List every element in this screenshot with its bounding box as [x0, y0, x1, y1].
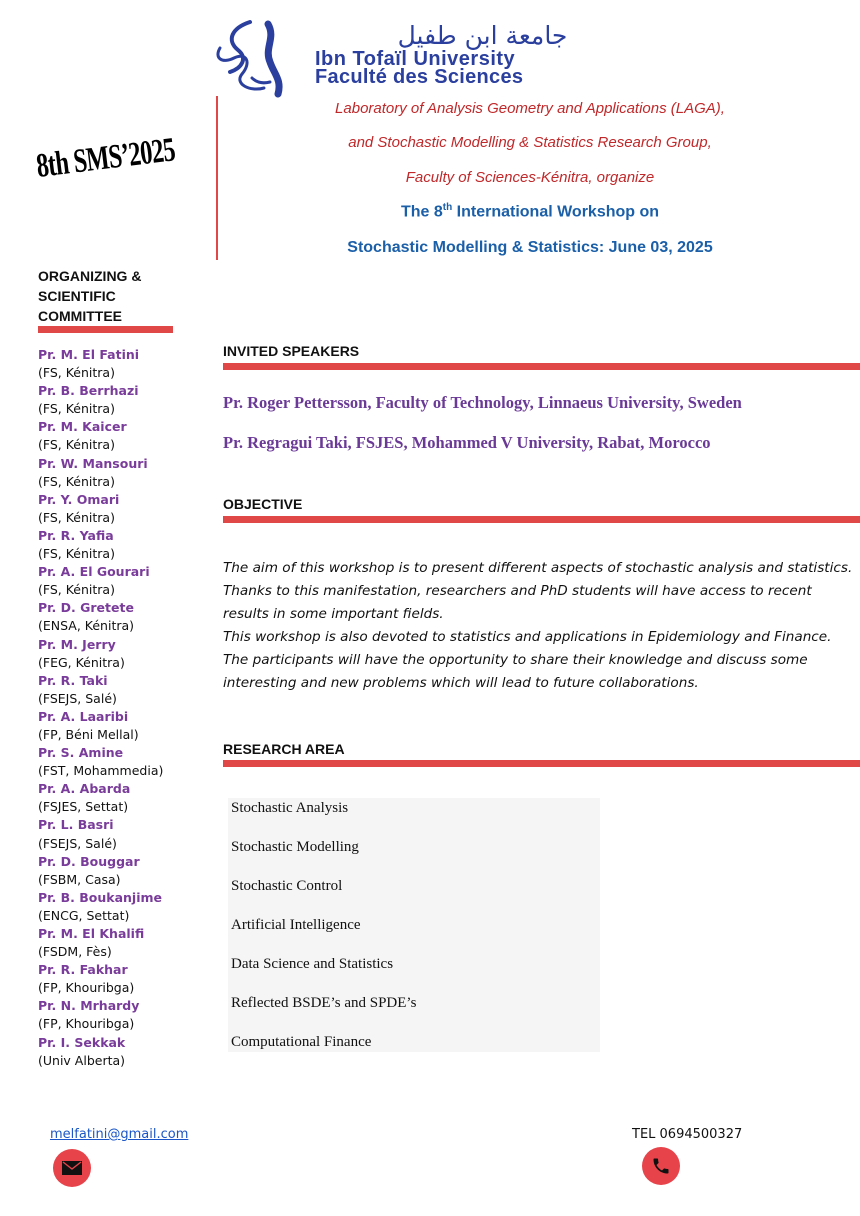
logo-university-name: Ibn Tofaïl University — [315, 48, 516, 70]
committee-list — [38, 346, 208, 1070]
committee-member-affiliation: (FS, Kénitra) — [38, 546, 115, 562]
committee-member-name: Pr. Y. Omari — [38, 491, 120, 507]
logo-faculty-name: Faculté des Sciences — [315, 66, 524, 88]
speaker-item: Pr. Regragui Taki, FSJES, Mohammed V University, Rabat, Morocco — [223, 433, 711, 452]
committee-member-affiliation: (FS, Kénitra) — [38, 473, 115, 489]
committee-member-affiliation: (FEG, Kénitra) — [38, 654, 125, 670]
invited-speakers-title: INVITED SPEAKERS — [223, 343, 360, 359]
header-line-1: Laboratory of Analysis Geometry and Applications (LAGA), — [335, 100, 725, 117]
objective-paragraph-2: This workshop is also devoted to statistics and applications in Epidemiology and Finance. The participants will have the opportunity to share their knowledge and discuss some interesting and new problems which will lead to future collaborations. — [223, 629, 832, 691]
research-area-item: Data Science and Statistics — [231, 956, 394, 972]
committee-member-name: Pr. M. El Khalifi — [38, 926, 145, 941]
university-logo-icon — [212, 18, 292, 98]
research-area-divider — [223, 760, 860, 767]
committee-member-name: Pr. R. Taki — [38, 672, 108, 688]
committee-member-affiliation: (FS, Kénitra) — [38, 582, 115, 598]
committee-member-affiliation: (FS, Kénitra) — [38, 509, 115, 525]
workshop-subtitle: Stochastic Modelling & Statistics: June 03, 2025 — [347, 239, 713, 256]
header-line-3: Faculty of Sciences-Kénitra, organize — [405, 169, 655, 186]
objective-paragraph-1: The aim of this workshop is to present different aspects of stochastic analysis and statistics. Thanks to this manifestation, researchers and PhD students will have access to recent results in some important fields. — [223, 560, 853, 622]
committee-member-affiliation: (FS, Kénitra) — [38, 401, 115, 417]
phone-icon[interactable] — [642, 1147, 680, 1185]
committee-member-name: Pr. L. Basri — [38, 817, 114, 833]
committee-member-name: Pr. A. Laaribi — [38, 708, 129, 724]
committee-title: ORGANIZING & SCIENTIFIC COMMITTEE — [38, 268, 142, 324]
edition-title: 8th SMS’2025 — [34, 131, 177, 185]
committee-member-affiliation: (FS, Kénitra) — [38, 437, 115, 453]
research-area-item: Computational Finance — [231, 1034, 372, 1050]
committee-member-affiliation: (FP, Khouribga) — [38, 980, 135, 996]
committee-member-affiliation: (FSBM, Casa) — [38, 871, 121, 887]
committee-member-name: Pr. D. Gretete — [38, 600, 134, 616]
committee-member-name: Pr. B. Berrhazi — [38, 383, 139, 399]
committee-member-affiliation: (Univ Alberta) — [38, 1052, 126, 1068]
contact-email-link[interactable]: melfatini@gmail.com — [50, 1127, 189, 1142]
header-line-2: and Stochastic Modelling & Statistics Research Group, — [348, 134, 712, 151]
research-area-list — [228, 798, 600, 1052]
research-area-item: Artificial Intelligence — [231, 917, 361, 933]
research-area-title: RESEARCH AREA — [223, 741, 345, 757]
research-area-item: Stochastic Control — [231, 878, 343, 894]
header-divider — [216, 96, 218, 260]
objective-divider — [223, 516, 860, 523]
committee-member-name: Pr. B. Boukanjime — [38, 889, 163, 905]
contact-phone: TEL 0694500327 — [632, 1127, 743, 1142]
committee-member-name: Pr. A. El Gourari — [38, 564, 150, 580]
committee-member-affiliation: (ENSA, Kénitra) — [38, 618, 135, 634]
research-area-item: Stochastic Analysis — [231, 800, 349, 816]
committee-member-affiliation: (FSDM, Fès) — [38, 944, 112, 960]
committee-member-name: Pr. W. Mansouri — [38, 455, 148, 471]
committee-member-name: Pr. N. Mrhardy — [38, 998, 140, 1014]
research-area-item: Reflected BSDE’s and SPDE’s — [231, 995, 417, 1011]
committee-member-affiliation: (ENCG, Settat) — [38, 907, 130, 923]
objective-text — [223, 557, 853, 695]
committee-member-affiliation: (FSEJS, Salé) — [38, 690, 117, 706]
objective-title: OBJECTIVE — [223, 496, 303, 512]
committee-member-name: Pr. R. Fakhar — [38, 962, 128, 978]
committee-member-name: Pr. R. Yafia — [38, 527, 114, 543]
committee-member-affiliation: (FP, Khouribga) — [38, 1016, 135, 1032]
research-area-item: Stochastic Modelling — [231, 839, 359, 855]
committee-member-name: Pr. S. Amine — [38, 745, 124, 761]
committee-member-affiliation: (FST, Mohammedia) — [38, 763, 164, 779]
committee-member-name: Pr. M. El Fatini — [38, 347, 140, 362]
workshop-title: The 8th International Workshop on — [400, 202, 660, 221]
committee-member-affiliation: (FP, Béni Mellal) — [38, 726, 139, 742]
logo-arabic-name: جامعة ابن طفيل — [397, 21, 568, 50]
invited-speakers-divider — [223, 363, 860, 370]
committee-member-affiliation: (FSEJS, Salé) — [38, 835, 117, 851]
committee-member-name: Pr. M. Jerry — [38, 636, 116, 652]
speaker-item: Pr. Roger Pettersson, Faculty of Technology, Linnaeus University, Sweden — [223, 393, 742, 412]
committee-member-affiliation: (FS, Kénitra) — [38, 365, 115, 381]
committee-member-name: Pr. M. Kaicer — [38, 419, 127, 435]
envelope-icon[interactable] — [53, 1149, 91, 1187]
committee-member-name: Pr. D. Bouggar — [38, 853, 140, 869]
committee-member-name: Pr. I. Sekkak — [38, 1034, 126, 1050]
committee-divider — [38, 326, 173, 333]
committee-member-affiliation: (FSJES, Settat) — [38, 799, 129, 815]
committee-member-name: Pr. A. Abarda — [38, 781, 131, 797]
